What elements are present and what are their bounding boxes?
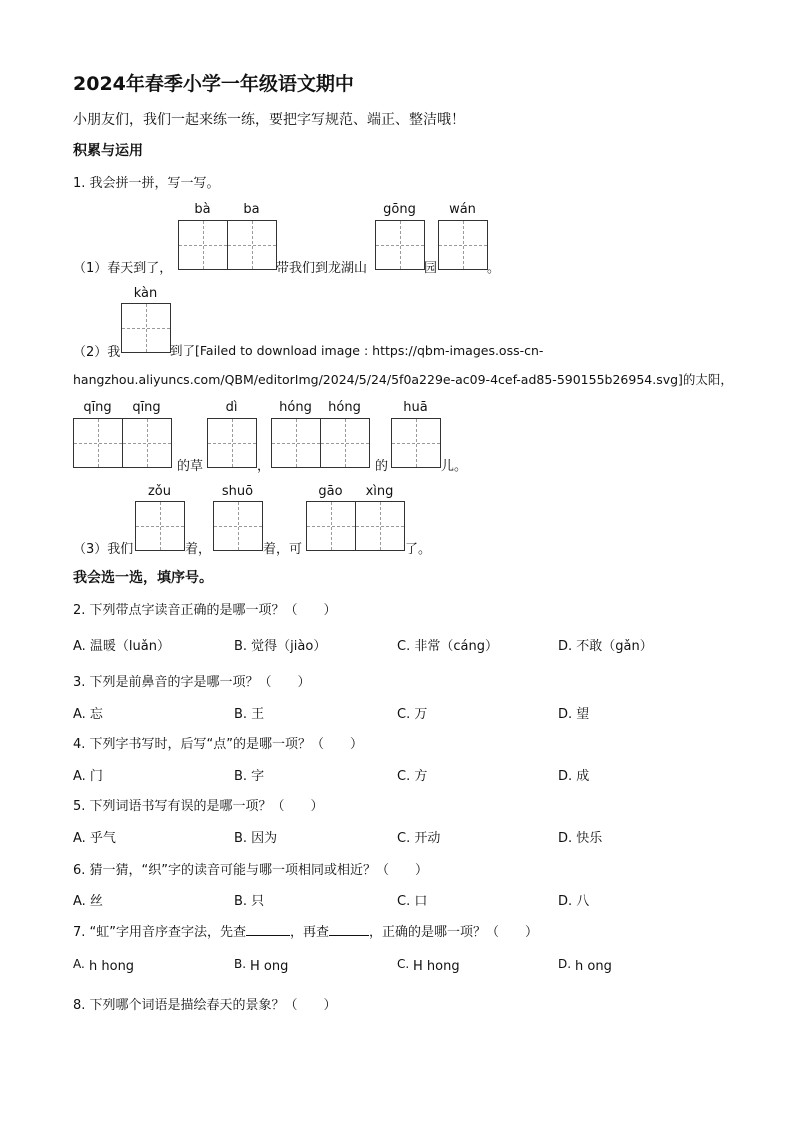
q1-line2-text-cont: hangzhou.aliyuncs.com/QBM/editorImg/2024/5/24/5f0a229e-ac09-4cef-ad85-590155b26954.svg]的太阳， [73, 372, 733, 387]
pinyin-shuo: shuō [221, 484, 254, 499]
question-6-stem: 6. 猜一猜，“织”字的读音可能与哪一项相同或相近？（ ） [73, 863, 429, 878]
q1-line4-text: 着，可 [263, 542, 303, 557]
option-b-letter: B. [234, 957, 247, 971]
pinyin-kan: kàn [133, 286, 158, 301]
page-title: 2024年春季小学一年级语文期中 [73, 73, 354, 95]
q1-line1-prefix: （1）春天到了， [73, 261, 173, 276]
pinyin-hong2: hóng [328, 400, 361, 415]
option-c[interactable]: C. 口 [397, 894, 428, 909]
pinyin-xing: xìng [365, 484, 394, 499]
q1-line3-text: ， [257, 459, 271, 474]
pinyin-wan: wán [449, 202, 476, 217]
option-d[interactable]: h ong [575, 959, 612, 974]
intro-text: 小朋友们，我们一起来练一练，要把字写规范、端正、整洁哦！ [73, 112, 465, 128]
writing-box[interactable] [355, 501, 405, 551]
option-c[interactable]: C. 开动 [397, 831, 441, 846]
option-b[interactable]: B. 王 [234, 707, 265, 722]
option-d[interactable]: D. 望 [558, 707, 590, 722]
question-4-stem: 4. 下列字书写时，后写“点”的是哪一项？（ ） [73, 737, 364, 752]
pinyin-gao: gāo [318, 484, 343, 499]
writing-box[interactable] [320, 418, 370, 468]
q1-line3-text: 儿。 [441, 459, 468, 474]
question-5-stem: 5. 下列词语书写有误的是哪一项？（ ） [73, 799, 324, 814]
section-heading-accumulation: 积累与运用 [73, 143, 143, 159]
option-b[interactable]: B. 字 [234, 769, 265, 784]
option-d[interactable]: D. 快乐 [558, 831, 603, 846]
q1-line1-text: 园 [424, 261, 438, 276]
option-a[interactable]: A. 忘 [73, 707, 103, 722]
writing-box[interactable] [122, 418, 172, 468]
q1-line1-text: 带我们到龙湖山 [276, 261, 368, 276]
writing-box[interactable] [213, 501, 263, 551]
option-c[interactable]: C. 万 [397, 707, 428, 722]
option-a[interactable]: A. 乎气 [73, 831, 116, 846]
option-b[interactable]: B. 因为 [234, 831, 278, 846]
option-a-letter: A. [73, 957, 85, 971]
writing-box[interactable] [375, 220, 425, 270]
option-b[interactable]: B. 只 [234, 894, 265, 909]
q1-line1-text: 。 [487, 261, 501, 276]
option-d[interactable]: D. 成 [558, 769, 590, 784]
writing-box[interactable] [135, 501, 185, 551]
option-a[interactable]: h hong [89, 959, 135, 974]
writing-box[interactable] [306, 501, 356, 551]
writing-box[interactable] [73, 418, 123, 468]
writing-box[interactable] [178, 220, 228, 270]
pinyin-di: dì [225, 400, 238, 415]
q7-stem-part: 7. “虹”字用音序查字法，先查 [73, 925, 247, 940]
option-c[interactable]: C. 方 [397, 769, 428, 784]
writing-box[interactable] [207, 418, 257, 468]
option-b[interactable]: B. 觉得（jiào） [234, 639, 327, 654]
option-d[interactable]: D. 不敢（gǎn） [558, 639, 653, 654]
q7-stem-part: ，正确的是哪一项？（ ） [369, 925, 539, 940]
pinyin-qing2: qīng [132, 400, 161, 415]
pinyin-ba1: bà [194, 202, 211, 217]
writing-box[interactable] [438, 220, 488, 270]
q1-line3-text: 的 [375, 459, 389, 474]
q1-line4-text: 着， [185, 542, 212, 557]
option-a[interactable]: A. 丝 [73, 894, 103, 909]
pinyin-qing1: qīng [83, 400, 112, 415]
option-b[interactable]: H ong [250, 959, 289, 974]
option-d-letter: D. [558, 957, 572, 971]
option-c[interactable]: C. 非常（cáng） [397, 639, 498, 654]
pinyin-zou: zǒu [147, 484, 172, 499]
q1-line2-prefix: （2）我 [73, 345, 121, 360]
option-d[interactable]: D. 八 [558, 894, 590, 909]
pinyin-gong: gōng [383, 202, 416, 217]
option-c[interactable]: H hong [413, 959, 460, 974]
writing-box[interactable] [121, 303, 171, 353]
q7-stem-part: ，再查 [290, 925, 330, 940]
pinyin-hong1: hóng [279, 400, 312, 415]
section-heading-choose: 我会选一选，填序号。 [73, 570, 213, 586]
q1-line4-prefix: （3）我们 [73, 542, 134, 557]
writing-box[interactable] [391, 418, 441, 468]
question-7-stem [73, 921, 538, 940]
writing-box[interactable] [227, 220, 277, 270]
q1-line4-text: 了。 [405, 542, 432, 557]
q1-line2-text: 到了[Failed to download image : https://qbm-images.oss-cn- [170, 343, 544, 358]
option-a[interactable]: A. 门 [73, 769, 103, 784]
answer-blank[interactable] [246, 923, 290, 936]
pinyin-ba2: ba [243, 202, 260, 217]
question-2-stem: 2. 下列带点字读音正确的是哪一项？（ ） [73, 603, 337, 618]
pinyin-hua: huā [403, 400, 428, 415]
option-c-letter: C. [397, 957, 410, 971]
question-3-stem: 3. 下列是前鼻音的字是哪一项？（ ） [73, 675, 311, 690]
question-8-stem: 8. 下列哪个词语是描绘春天的景象？（ ） [73, 998, 337, 1013]
q1-line3-text: 的草 [177, 459, 204, 474]
option-a[interactable]: A. 温暖（luǎn） [73, 639, 170, 654]
answer-blank[interactable] [329, 923, 369, 936]
question-1-stem: 1. 我会拼一拼，写一写。 [73, 176, 220, 191]
writing-box[interactable] [271, 418, 321, 468]
